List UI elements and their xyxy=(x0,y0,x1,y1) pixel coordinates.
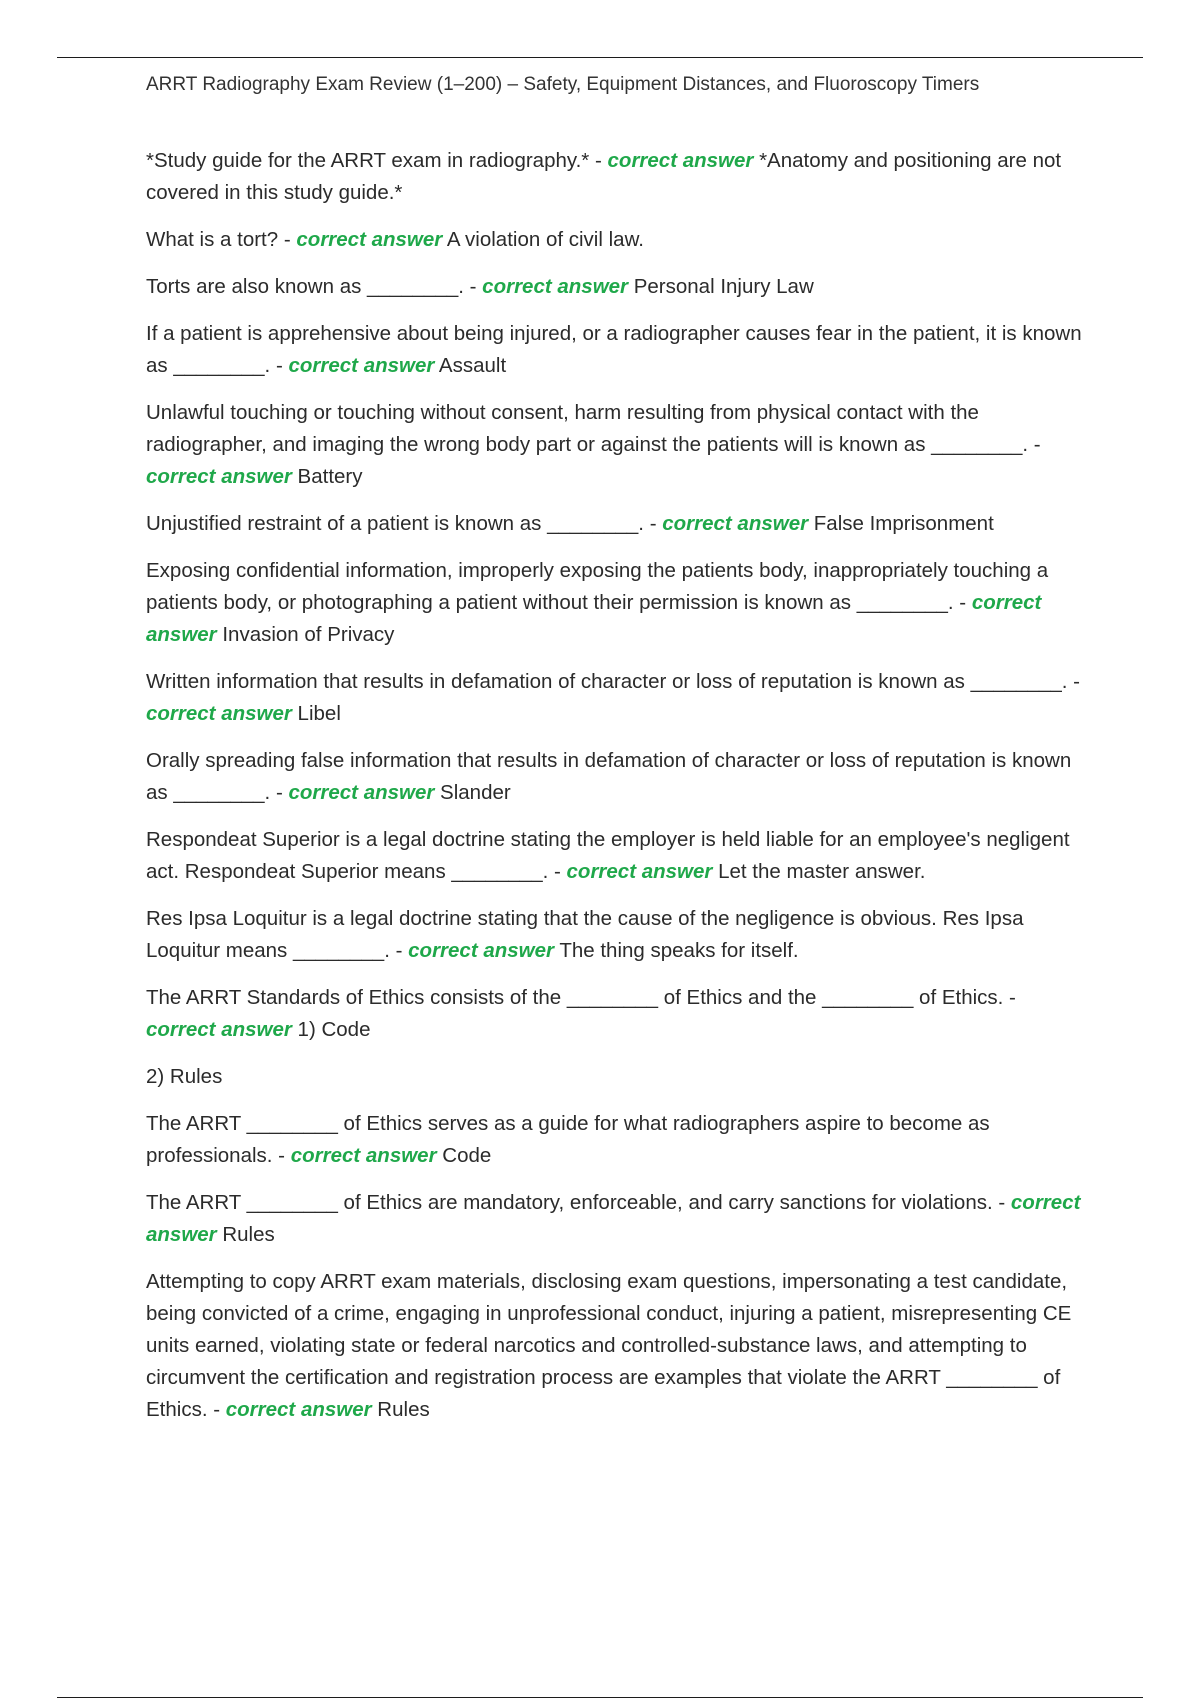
answer-label: correct answer xyxy=(146,591,1042,646)
qa-item xyxy=(146,1108,1086,1172)
answer-text: 1) Code xyxy=(291,1018,371,1041)
footer-rule xyxy=(57,1697,1143,1698)
qa-item xyxy=(146,508,1086,540)
question-text: The ARRT ________ of Ethics serves as a guide for what radiographers aspire to become as professionals. - xyxy=(146,1112,990,1167)
question-text: If a patient is apprehensive about being injured, or a radiographer causes fear in the patient, it is known as ________. - xyxy=(146,322,1082,377)
qa-item xyxy=(146,666,1086,730)
qa-item-continuation xyxy=(146,1061,1086,1093)
answer-text: Rules xyxy=(371,1398,430,1421)
qa-item xyxy=(146,1187,1086,1251)
answer-text: Invasion of Privacy xyxy=(216,623,395,646)
qa-item xyxy=(146,745,1086,809)
page-header: ARRT Radiography Exam Review (1–200) – Safety, Equipment Distances, and Fluoroscopy Timers xyxy=(146,74,980,95)
answer-label: correct answer xyxy=(288,781,435,804)
qa-item xyxy=(146,1266,1086,1426)
qa-item xyxy=(146,903,1086,967)
answer-text: False Imprisonment xyxy=(808,512,994,535)
answer-label: correct answer xyxy=(296,228,443,251)
qa-item xyxy=(146,224,1086,256)
question-text: What is a tort? - xyxy=(146,228,297,251)
answer-text: Rules xyxy=(216,1223,275,1246)
qa-item xyxy=(146,397,1086,493)
answer-text: Battery xyxy=(291,465,363,488)
question-text: Res Ipsa Loquitur is a legal doctrine stating that the cause of the negligence is obvious. Res Ipsa Loquitur means ________. - xyxy=(146,907,1024,962)
answer-label: correct answer xyxy=(290,1144,437,1167)
answer-text: Let the master answer. xyxy=(712,860,926,883)
question-text: Respondeat Superior is a legal doctrine stating the employer is held liable for an employee's negligent act. Respondeat Superior means ________. - xyxy=(146,828,1070,883)
answer-label: correct answer xyxy=(408,939,554,962)
answer-label: correct answer xyxy=(288,354,435,377)
answer-label: correct answer xyxy=(146,465,292,488)
answer-text: A violation of civil law. xyxy=(442,228,644,251)
answer-label: correct answer xyxy=(607,149,754,172)
qa-item xyxy=(146,982,1086,1046)
question-text: Attempting to copy ARRT exam materials, disclosing exam questions, impersonating a test candidate, being convicted of a crime, engaging in unprofessional conduct, injuring a patient, misrepresenting CE units earned, violating state or federal narcotics and controlled-substance laws, and attempting to circumvent the certification and registration process are examples that violate the ARRT ________ of Ethics. - xyxy=(146,1270,1072,1421)
question-text: Unjustified restraint of a patient is known as ________. - xyxy=(146,512,663,535)
answer-text: The thing speaks for itself. xyxy=(554,939,799,962)
answer-label: correct answer xyxy=(482,275,629,298)
answer-label: correct answer xyxy=(146,1191,1081,1246)
answer-text: Libel xyxy=(291,702,341,725)
answer-label: correct answer xyxy=(566,860,713,883)
answer-label: correct answer xyxy=(146,702,292,725)
answer-label: correct answer xyxy=(662,512,809,535)
answer-text: Assault xyxy=(434,354,507,377)
answer-label: correct answer xyxy=(225,1398,372,1421)
answer-text: Slander xyxy=(434,781,511,804)
question-text: The ARRT Standards of Ethics consists of the ________ of Ethics and the ________ of Ethics. - xyxy=(146,986,1016,1009)
answer-text: *Anatomy and positioning are not covered in this study guide.* xyxy=(146,149,1062,204)
qa-item xyxy=(146,271,1086,303)
qa-list xyxy=(146,145,1086,1441)
qa-item xyxy=(146,824,1086,888)
answer-continuation-text: 2) Rules xyxy=(146,1065,223,1088)
qa-item xyxy=(146,555,1086,651)
answer-text: Personal Injury Law xyxy=(628,275,814,298)
question-text: Unlawful touching or touching without consent, harm resulting from physical contact with the radiographer, and imaging the wrong body part or against the patients will is known as ________. - xyxy=(146,401,1041,456)
question-text: Torts are also known as ________. - xyxy=(146,275,483,298)
question-text: Written information that results in defamation of character or loss of reputation is known as ________. - xyxy=(146,670,1081,693)
qa-item xyxy=(146,318,1086,382)
question-text: Orally spreading false information that results in defamation of character or loss of reputation is known as ________. - xyxy=(146,749,1072,804)
answer-text: Code xyxy=(436,1144,492,1167)
question-text: *Study guide for the ARRT exam in radiography.* - xyxy=(146,149,608,172)
answer-label: correct answer xyxy=(146,1018,292,1041)
qa-item xyxy=(146,145,1086,209)
question-text: Exposing confidential information, improperly exposing the patients body, inappropriately touching a patients body, or photographing a patient without their permission is known as ________. - xyxy=(146,559,1049,614)
header-rule xyxy=(57,57,1143,58)
question-text: The ARRT ________ of Ethics are mandatory, enforceable, and carry sanctions for violations. - xyxy=(146,1191,1011,1214)
